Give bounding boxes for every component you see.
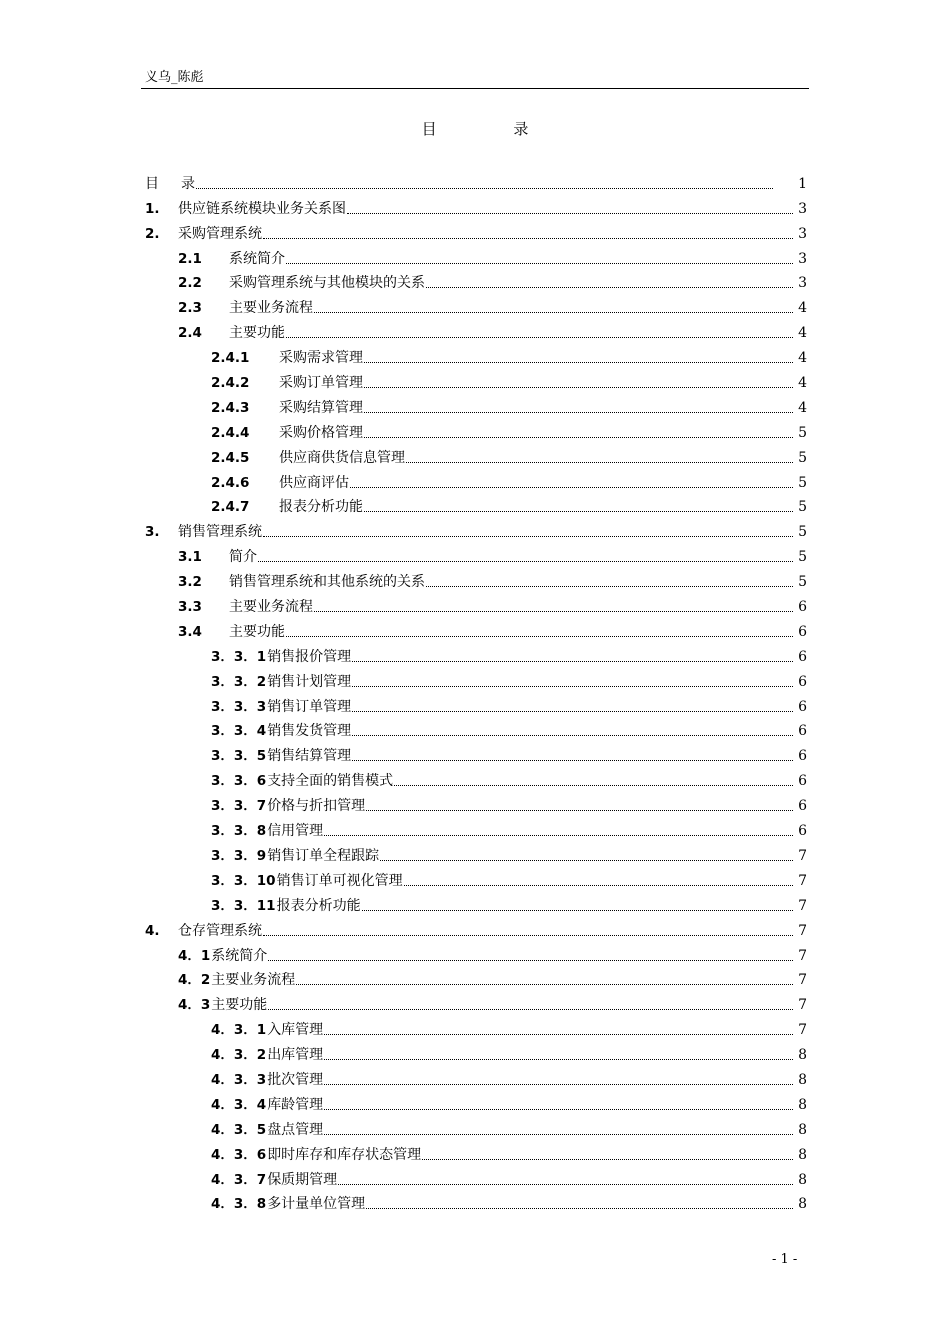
toc-entry-page: 6 [798,823,807,840]
dot-leader [263,238,793,239]
dot-leader [314,312,793,313]
toc-entry-page: 8 [798,1096,807,1113]
toc-entry-page: 5 [798,574,807,591]
dot-leader [364,412,793,413]
toc-entry-number: 3. [145,524,160,541]
dot-leader [314,611,793,612]
toc-entry-page: 6 [798,748,807,765]
toc-entry-number: 1. [145,200,160,217]
toc-entry-number: 3.1 [178,549,202,566]
toc-entry-page: 7 [798,847,807,864]
toc-entry-page: 7 [798,897,807,914]
toc-entry[interactable] [145,317,807,342]
toc-entry[interactable] [145,392,807,417]
toc-entry[interactable] [145,890,807,915]
toc-entry-label: 销售订单全程跟踪 [267,847,380,864]
toc-entry-page: 8 [798,1171,807,1188]
toc-entry-label: 即时库存和库存状态管理 [267,1146,422,1163]
toc-entry-label: 简介 [229,549,257,566]
toc-entry[interactable] [145,666,807,691]
toc-entry-number: 3．3．5 [211,748,267,765]
toc-entry-label: 多计量单位管理 [267,1196,366,1213]
toc-entry-page: 4 [798,350,807,367]
toc-entry-number: 2.4.4 [211,424,250,441]
toc-entry[interactable] [145,566,807,591]
toc-entry[interactable] [145,467,807,492]
toc-entry-label: 价格与折扣管理 [267,798,366,815]
toc-entry[interactable] [145,591,807,616]
toc-entry[interactable] [145,716,807,741]
toc-entry-page: 5 [798,474,807,491]
toc-entry-label: 系统简介 [211,947,268,964]
toc-entry-label: 报表分析功能 [279,499,363,516]
toc-entry-label: 主要业务流程 [229,599,313,616]
toc-entry-label: 销售订单管理 [267,698,352,715]
toc-entry-page: 1 [798,175,807,192]
toc-entry-number: 4．3 [178,997,211,1014]
toc-entry[interactable] [145,989,807,1014]
toc-entry-page: 5 [798,549,807,566]
toc-entry-number: 2.4.2 [211,375,250,392]
toc-entry[interactable] [145,790,807,815]
toc-entry-page: 8 [798,1071,807,1088]
toc-entry[interactable] [145,492,807,517]
toc-entry[interactable] [145,915,807,940]
toc-entry-page: 7 [798,947,807,964]
toc-entry-number: 4. [145,922,160,939]
toc-entry-number: 4．1 [178,947,211,964]
toc-entry-number: 2.4 [178,325,202,342]
toc-entry-number: 4．3．2 [211,1047,267,1064]
toc-entry-page: 6 [798,723,807,740]
toc-entry-label: 主要功能 [211,997,268,1014]
toc-entry-number: 2.4.6 [211,474,250,491]
dot-leader [338,1184,793,1185]
page-number: - 1 - [772,1252,798,1267]
toc-entry[interactable] [145,1189,807,1214]
toc-entry[interactable] [145,616,807,641]
toc-entry-number: 4．3．7 [211,1171,267,1188]
toc-entry-label: 系统简介 [229,250,285,267]
toc-entry-label: 主要业务流程 [211,972,296,989]
toc-entry-label: 批次管理 [267,1071,324,1088]
toc-entry-label: 采购订单管理 [279,375,363,392]
toc-entry[interactable] [145,965,807,990]
toc-entry[interactable] [145,218,807,243]
toc-entry-number: 2.1 [178,250,202,267]
toc-entry[interactable] [145,1064,807,1089]
toc-entry-page: 5 [798,499,807,516]
toc-entry-label: 库龄管理 [267,1096,324,1113]
toc-entry[interactable] [145,516,807,541]
dot-leader [286,636,793,637]
toc-entry-label: 保质期管理 [267,1171,338,1188]
toc-entry-number: 3．3．6 [211,773,267,790]
dot-leader [364,362,793,363]
toc-entry-label: 采购需求管理 [279,350,363,367]
toc-entry-page: 8 [798,1121,807,1138]
toc-entry-number: 3.2 [178,574,202,591]
toc-entry-page: 4 [798,375,807,392]
toc-entry-number: 4．3．5 [211,1121,267,1138]
toc-entry-label: 信用管理 [267,823,324,840]
toc-entry-number: 4．3．4 [211,1096,267,1113]
toc-entry-label: 销售发货管理 [267,723,352,740]
toc-entry-page: 7 [798,972,807,989]
toc-entry-number: 3．3．10 [211,872,276,889]
toc-entry[interactable] [145,243,807,268]
toc-entry-number: 3．3．9 [211,847,267,864]
toc-entry-page: 5 [798,449,807,466]
dot-leader [364,387,793,388]
table-of-contents [145,168,807,1213]
toc-entry-page: 6 [798,798,807,815]
toc-entry-label: 销售管理系统和其他系统的关系 [229,574,425,591]
toc-entry-page: 7 [798,922,807,939]
dot-leader [352,686,793,687]
toc-entry-number: 2.2 [178,275,202,292]
toc-entry-number: 3．3．8 [211,823,267,840]
dot-leader [394,785,793,786]
dot-leader [404,885,793,886]
page-header: 义乌_陈彪 [145,70,204,85]
header-rule [141,88,809,89]
toc-entry[interactable] [145,1039,807,1064]
toc-entry-page: 7 [798,872,807,889]
toc-entry-number: 3．3．2 [211,673,267,690]
toc-entry-number: 2. [145,225,160,242]
toc-entry-label: 供应商评估 [279,474,349,491]
toc-entry[interactable] [145,740,807,765]
toc-entry-page: 8 [798,1196,807,1213]
toc-entry[interactable] [145,268,807,293]
toc-entry-label: 仓存管理系统 [178,922,262,939]
toc-entry-page: 6 [798,648,807,665]
dot-leader [286,263,793,264]
toc-entry-page: 5 [798,524,807,541]
dot-leader [364,437,793,438]
dot-leader [422,1159,793,1160]
dot-leader [324,1059,793,1060]
toc-entry-label: 盘点管理 [267,1121,324,1138]
toc-entry-page: 4 [798,399,807,416]
toc-entry-page: 6 [798,599,807,616]
toc-entry-number: 3．3．3 [211,698,267,715]
toc-entry-number: 3．3．7 [211,798,267,815]
toc-entry-number: 4．3．8 [211,1196,267,1213]
toc-entry-label: 报表分析功能 [276,897,361,914]
toc-entry[interactable] [145,1139,807,1164]
dot-leader [352,735,793,736]
toc-entry[interactable] [145,193,807,218]
toc-entry[interactable] [145,168,807,193]
dot-leader [196,188,773,189]
toc-entry-page: 6 [798,698,807,715]
toc-entry-page: 5 [798,424,807,441]
toc-entry-number: 2.4.7 [211,499,250,516]
toc-entry[interactable] [145,292,807,317]
toc-entry-number: 2.4.5 [211,449,250,466]
toc-entry-label: 录 [181,175,195,192]
toc-entry[interactable] [145,940,807,965]
toc-entry-page: 4 [798,325,807,342]
toc-entry-page: 8 [798,1047,807,1064]
dot-leader [406,462,793,463]
toc-entry-page: 3 [798,275,807,292]
toc-entry-label: 销售报价管理 [267,648,352,665]
toc-entry[interactable] [145,691,807,716]
dot-leader [324,1109,793,1110]
dot-leader [324,1084,793,1085]
toc-entry[interactable] [145,840,807,865]
toc-entry-number: 3．3．1 [211,648,267,665]
toc-entry-page: 4 [798,300,807,317]
dot-leader [364,511,793,512]
toc-entry-number: 4．2 [178,972,211,989]
toc-entry-label: 主要功能 [229,623,285,640]
dot-leader [366,1208,793,1209]
toc-entry-page: 7 [798,997,807,1014]
toc-entry[interactable] [145,342,807,367]
toc-entry-number: 3.3 [178,599,202,616]
toc-entry[interactable] [145,765,807,790]
toc-entry-number: 2.3 [178,300,202,317]
dot-leader [324,835,793,836]
toc-entry[interactable] [145,417,807,442]
toc-entry-page: 6 [798,673,807,690]
toc-entry-label: 支持全面的销售模式 [267,773,394,790]
toc-entry-label: 采购结算管理 [279,399,363,416]
dot-leader [268,1009,793,1010]
dot-leader [352,661,793,662]
toc-entry-number: 2.4.1 [211,350,250,367]
toc-entry-label: 销售订单可视化管理 [276,872,403,889]
toc-entry-label: 主要业务流程 [229,300,313,317]
dot-leader [263,536,793,537]
toc-entry[interactable] [145,641,807,666]
toc-entry-label: 采购管理系统 [178,225,262,242]
toc-entry[interactable] [145,442,807,467]
toc-entry-label: 销售结算管理 [267,748,352,765]
dot-leader [362,910,793,911]
toc-entry[interactable] [145,1114,807,1139]
dot-leader [324,1134,793,1135]
toc-title: 目 录 [421,120,565,138]
dot-leader [380,860,793,861]
toc-entry-number: 3.4 [178,623,202,640]
toc-entry-label: 供应商供货信息管理 [279,449,405,466]
toc-entry-number: 4．3．3 [211,1071,267,1088]
toc-entry-page: 3 [798,200,807,217]
toc-entry[interactable] [145,815,807,840]
toc-entry-number: 4．3．1 [211,1022,267,1039]
dot-leader [426,287,793,288]
dot-leader [258,561,793,562]
toc-entry[interactable] [145,865,807,890]
toc-entry[interactable] [145,1014,807,1039]
toc-entry-label: 采购管理系统与其他模块的关系 [229,275,425,292]
dot-leader [296,984,793,985]
dot-leader [366,810,793,811]
dot-leader [324,1034,793,1035]
toc-entry-number: 目 [145,175,159,192]
toc-entry-label: 供应链系统模块业务关系图 [178,200,346,217]
dot-leader [263,935,793,936]
toc-entry[interactable] [145,541,807,566]
dot-leader [286,337,793,338]
toc-entry[interactable] [145,367,807,392]
toc-entry-number: 4．3．6 [211,1146,267,1163]
toc-entry-page: 8 [798,1146,807,1163]
toc-entry[interactable] [145,1089,807,1114]
toc-entry-label: 入库管理 [267,1022,324,1039]
dot-leader [268,960,793,961]
toc-entry-label: 销售管理系统 [178,524,262,541]
toc-entry-label: 出库管理 [267,1047,324,1064]
toc-entry-number: 2.4.3 [211,399,250,416]
toc-entry-number: 3．3．11 [211,897,276,914]
dot-leader [426,586,793,587]
toc-entry-page: 6 [798,773,807,790]
toc-entry-page: 6 [798,623,807,640]
toc-entry-number: 3．3．4 [211,723,267,740]
dot-leader [347,213,793,214]
dot-leader [352,711,793,712]
toc-entry-page: 3 [798,225,807,242]
toc-entry-label: 采购价格管理 [279,424,363,441]
toc-entry-label: 销售计划管理 [267,673,352,690]
dot-leader [352,760,793,761]
dot-leader [350,487,793,488]
toc-entry-page: 3 [798,250,807,267]
toc-entry[interactable] [145,1164,807,1189]
toc-entry-label: 主要功能 [229,325,285,342]
toc-entry-page: 7 [798,1022,807,1039]
